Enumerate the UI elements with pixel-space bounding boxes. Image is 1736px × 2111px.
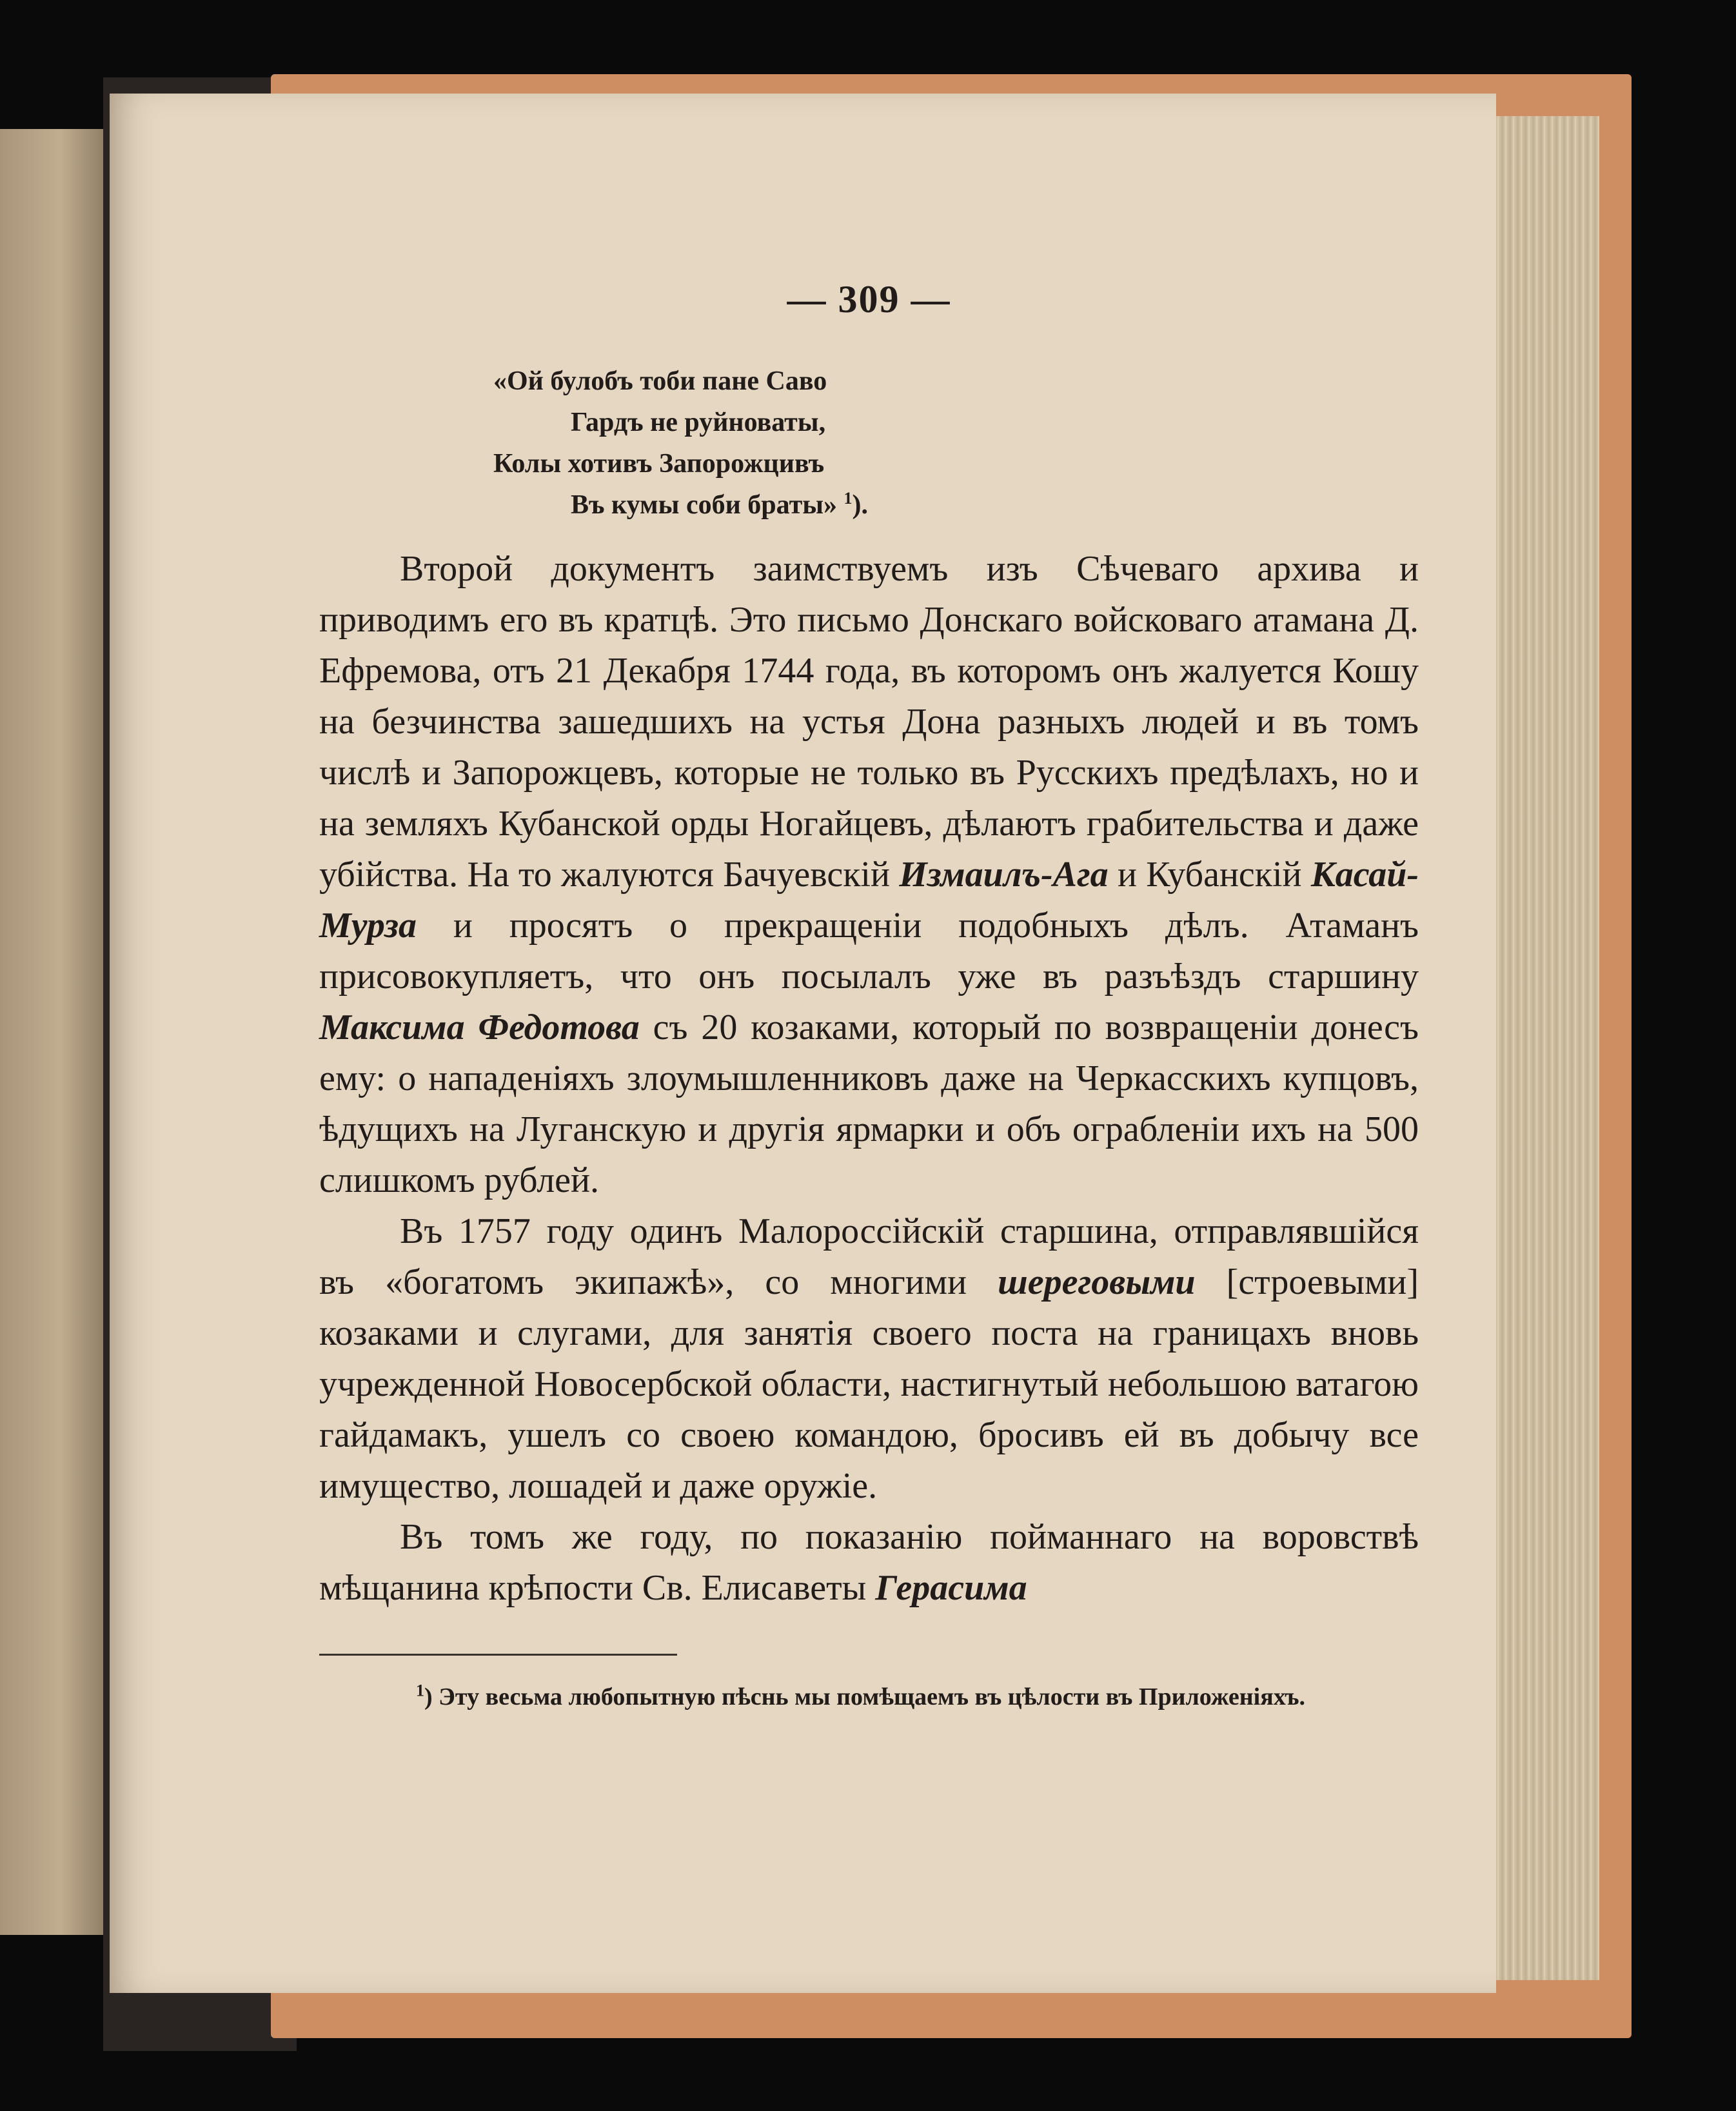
footnote	[319, 1678, 1419, 1716]
poem-verse	[493, 361, 1419, 526]
paragraph-2-text-b: [строевыми] козаками и слугами, для занятія своего поста на границахъ вновь учрежденной Новосербской области, настигнутый небольшою ватагою гайдамакъ, ушелъ со своею командою, бросивъ ей въ добычу все имущество, лошадей и даже оружіе.	[319, 1262, 1419, 1506]
paragraph-2	[319, 1206, 1419, 1512]
page-number: — 309 —	[787, 278, 951, 321]
poem-line-4	[571, 484, 1419, 526]
book-page	[110, 94, 1496, 1993]
word-sheregovymi: шереговыми	[998, 1262, 1196, 1302]
page-text	[319, 277, 1419, 1716]
name-gerasim: Герасима	[875, 1568, 1027, 1608]
footnote-marker: 1	[416, 1681, 424, 1700]
poem-line-1: «Ой булобъ тоби пане Саво	[493, 366, 827, 396]
footnote-reference: 1	[843, 489, 853, 508]
paragraph-1-text-c: и просятъ о прекращеніи подобныхъ дѣлъ. Атаманъ присовокупляетъ, что онъ посылалъ уже въ разъѣздъ старшину	[319, 906, 1419, 996]
paragraph-1-text-d: съ 20 козаками, который по возвращеніи донесъ ему: о нападеніяхъ злоумышленниковъ даже на Черкасскихъ купцовъ, ѣдущихъ на Луганскую и другія ярмарки и объ ограбленіи ихъ на 500 слишкомъ рублей.	[319, 1007, 1419, 1200]
paragraph-1-text-a: Второй документъ заимствуемъ изъ Сѣчеваго архива и приводимъ его въ кратцѣ. Это письмо Донскаго войсковаго атамана Д. Ефремова, отъ 21 Декабря 1744 года, въ которомъ онъ жалуется Кошу на безчинства зашедшихъ на устья Дона разныхъ людей и въ томъ числѣ и Запорожцевъ, которые не только въ Русскихъ предѣлахъ, но и на земляхъ Кубанской орды Ногайцевъ, дѣлаютъ грабительства и даже убійства. На то жалуются Бачуевскій	[319, 549, 1419, 895]
paragraph-3-text-a: Въ томъ же году, по показанію пойманнаго на воровствѣ мѣщанина крѣпости Св. Елисаветы	[319, 1517, 1419, 1608]
poem-line-4-text: Въ кумы соби браты»	[571, 490, 837, 520]
footnote-divider	[319, 1654, 677, 1656]
paragraph-1	[319, 544, 1419, 1206]
paragraph-2-text-a: Въ 1757 году одинъ Малороссійскій старшина, отправлявшійся въ «богатомъ экипажѣ», со многими	[319, 1211, 1419, 1302]
poem-line-2: Гардъ не руйноваты,	[571, 408, 826, 437]
name-ismail-aga: Измаилъ-Ага	[899, 855, 1109, 895]
poem-line-3: Колы хотивъ Запорожцивъ	[493, 449, 825, 479]
name-kasai-murza: Касай-Мурза	[319, 855, 1419, 946]
page-stack-edges	[1483, 116, 1599, 1980]
footnote-text: ) Эту весьма любопытную пѣснь мы помѣщаемъ въ цѣлости въ Приложеніяхъ.	[424, 1683, 1305, 1710]
paragraph-3	[319, 1512, 1419, 1614]
left-page-edge	[0, 129, 110, 1935]
name-maksim-fedotov: Максима Федотова	[319, 1007, 640, 1047]
paragraph-1-text-b: и Кубанскій	[1108, 855, 1311, 895]
poem-end-punctuation: ).	[852, 490, 868, 520]
